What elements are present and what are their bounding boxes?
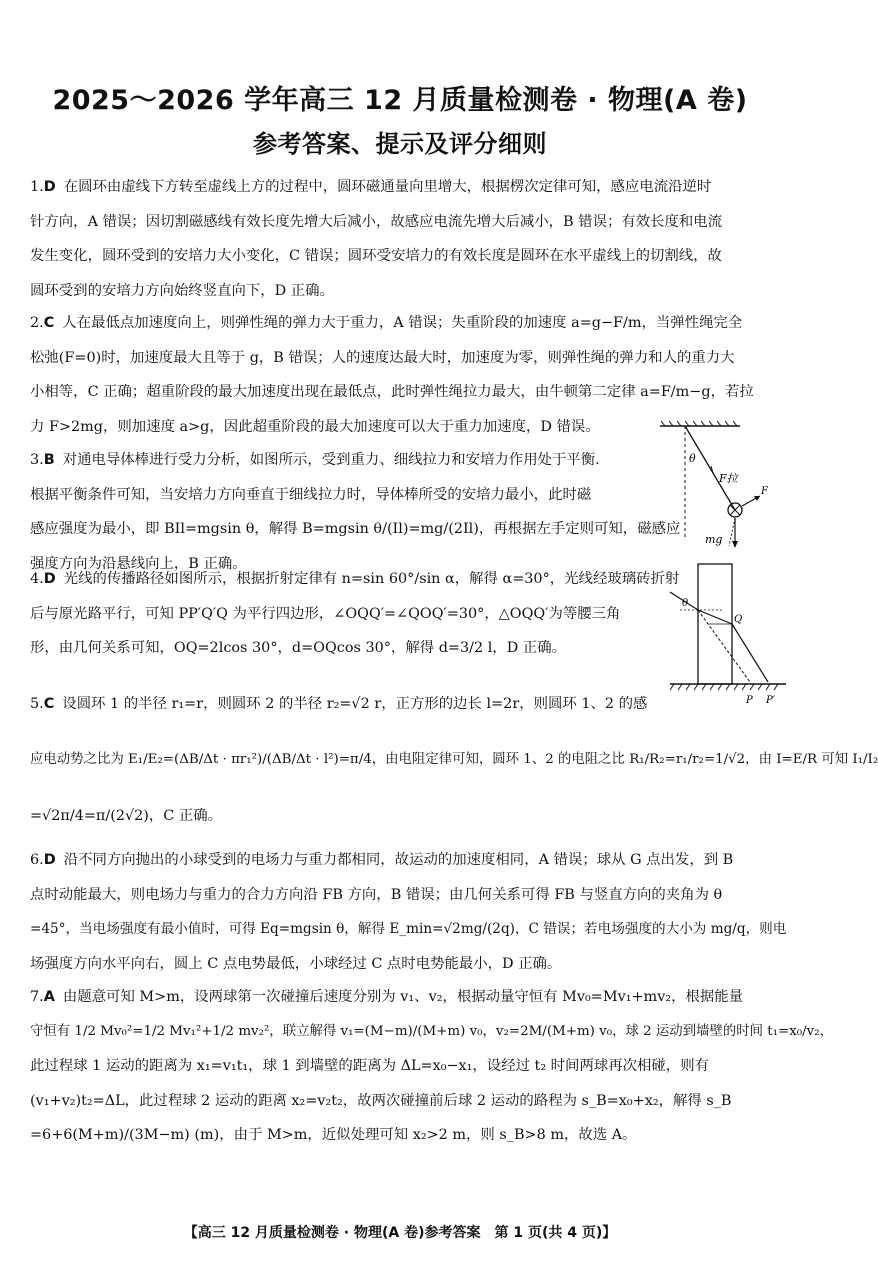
question-5-line-1: 5.C 设圆环 1 的半径 r₁=r，则圆环 2 的半径 r₂=√2 r，正方形的边长 l=2r，则圆环 1、2 的感 xyxy=(30,696,648,712)
question-3-line-4: 强度方向为沿悬线向上，B 正确。 xyxy=(30,555,247,572)
question-6-line-1: 6.D 沿不同方向抛出的小球受到的电场力与重力都相同，故运动的加速度相同，A 错误；球从 G 点出发，到 B xyxy=(30,852,734,868)
question-7 xyxy=(30,980,833,1153)
tension-label: F拉 xyxy=(719,472,738,485)
answer-letter: D xyxy=(43,179,56,195)
question-4-line-1: 4.D 光线的传播路径如图所示，根据折射定律有 n=sin 60°/sin α，解得 α=30°，光线经玻璃砖折射 xyxy=(30,571,680,587)
page-footer: 【高三 12 月质量检测卷 · 物理(A 卷)参考答案 第 1 页(共 4 页)】 xyxy=(183,1225,617,1241)
question-7-line-5: =6+6(M+m)/(3M−m) (m)，由于 M>m，近似处理可知 x₂>2 m，则 s_B>8 m，故选 A。 xyxy=(30,1127,637,1143)
gravity-label: mg xyxy=(705,533,723,546)
answer-letter: D xyxy=(43,852,56,868)
question-5-line-3: =√2π/4=π/(2√2)，C 正确。 xyxy=(30,808,223,824)
question-7-line-4: (v₁+v₂)t₂=ΔL，此过程球 2 运动的距离 x₂=v₂t₂，故两次碰撞前后球 2 运动的路程为 s_B=x₀+x₂，解得 s_B xyxy=(30,1092,732,1109)
answer-letter: A xyxy=(43,989,55,1005)
point-q-label: Q xyxy=(734,614,743,625)
answer-letter: C xyxy=(43,315,55,331)
question-1-line-3: 发生变化，圆环受到的安培力大小变化，C 错误；圆环受安培力的有效长度是圆环在水平虚线上的切割线，故 xyxy=(30,248,722,264)
question-1 xyxy=(30,170,775,308)
question-7-line-3: 此过程球 1 运动的距离为 x₁=v₁t₁，球 1 到墙壁的距离为 ΔL=x₀−x₁，设经过 t₂ 时间两球再次相碰，则有 xyxy=(30,1058,709,1074)
question-3-line-2: 根据平衡条件可知，当安培力方向垂直于细线拉力时，导体棒所受的安培力最小，此时磁 xyxy=(30,486,592,503)
question-6-line-4: 场强度方向水平向右，圆上 C 点电势最低，小球经过 C 点时电势能最小，D 正确。 xyxy=(30,955,562,972)
question-2-line-3: 小相等，C 正确；超重阶段的最大加速度出现在最低点，此时弹性绳拉力最大，由牛顿第二定律 a=F/m−g，若拉 xyxy=(30,384,754,400)
question-7-line-1: 7.A 由题意可知 M>m，设两球第一次碰撞后速度分别为 v₁、v₂，根据动量守恒有 Mv₀=Mv₁+mv₂，根据能量 xyxy=(30,989,744,1005)
answer-letter: B xyxy=(43,452,55,468)
figure-force-diagram xyxy=(655,418,785,558)
point-p-prime-label: P′ xyxy=(766,695,775,706)
question-6 xyxy=(30,843,787,981)
question-1-line-1: 1.D 在圆环由虚线下方转至虚线上方的过程中，圆环磁通量向里增大，根据楞次定律可知，感应电流沿逆时 xyxy=(30,179,712,195)
question-3-line-3: 感应强度为最小，即 BIl=mgsin θ，解得 B=mgsin θ/(Il)=mg/(2Il)，再根据左手定则可知，磁感应 xyxy=(30,521,681,537)
question-6-line-2: 点时动能最大，则电场力与重力的合力方向沿 FB 方向，B 错误；由几何关系可得 FB 与竖直方向的夹角为 θ xyxy=(30,886,723,903)
question-1-line-2: 针方向，A 错误；因切割磁感线有效长度先增大后减小，故感应电流先增大后减小，B 错误；有效长度和电流 xyxy=(30,213,723,230)
force-label: F xyxy=(761,486,768,497)
question-1-line-4: 圆环受到的安培力方向始终竖直向下，D 正确。 xyxy=(30,282,334,299)
answer-letter: D xyxy=(43,571,56,587)
point-p-label: P xyxy=(746,695,753,706)
question-4-line-3: 形，由几何关系可知，OQ=2lcos 30°，d=OQcos 30°，解得 d=3/2 l，D 正确。 xyxy=(30,640,566,656)
page-subtitle: 参考答案、提示及评分细则 xyxy=(253,130,547,158)
theta-label: θ xyxy=(689,452,696,465)
question-3-line-1: 3.B 对通电导体棒进行受力分析，如图所示，受到重力、细线拉力和安培力作用处于平衡. xyxy=(30,452,600,468)
question-2-line-1: 2.C 人在最低点加速度向上，则弹性绳的弹力大于重力，A 错误；失重阶段的加速度 a=g−F/m，当弹性绳完全 xyxy=(30,315,743,331)
question-2-line-2: 松弛(F=0)时，加速度最大且等于 g，B 错误；人的速度达最大时，加速度为零，则弹性绳的弹力和人的重力大 xyxy=(30,349,735,366)
theta-label: θ xyxy=(682,598,689,609)
question-5 xyxy=(30,680,878,840)
page-title: 2025～2026 学年高三 12 月质量检测卷 · 物理(A 卷) xyxy=(52,85,748,116)
question-4 xyxy=(30,562,680,666)
question-4-line-2: 后与原光路平行，可知 PP′Q′Q 为平行四边形，∠OQQ′=∠QOQ′=30°，△OQQ′为等腰三角 xyxy=(30,605,621,622)
question-2-line-4: 力 F>2mg，则加速度 a>g，因此超重阶段的最大加速度可以大于重力加速度，D 错误。 xyxy=(30,418,600,435)
question-5-line-2: 应电动势之比为 E₁/E₂=(ΔB/Δt · πr₁²)/(ΔB/Δt · l²)=π/4，由电阻定律可知，圆环 1、2 的电阻之比 R₁/R₂=r₁/r₂=1/√2，由 I=E/R 可知 I₁/I₂ xyxy=(30,752,878,767)
question-7-line-2: 守恒有 1/2 Mv₀²=1/2 Mv₁²+1/2 mv₂²，联立解得 v₁=(M−m)/(M+m) v₀，v₂=2M/(M+m) v₀，球 2 运动到墙壁的时间 t₁=x₀/v₂， xyxy=(30,1023,833,1039)
question-3 xyxy=(30,443,681,581)
question-6-line-3: =45°，当电场强度有最小值时，可得 Eq=mgsin θ，解得 E_min=√2mg/(2q)，C 错误；若电场强度的大小为 mg/q，则电 xyxy=(30,921,787,937)
answer-letter: C xyxy=(43,696,55,712)
